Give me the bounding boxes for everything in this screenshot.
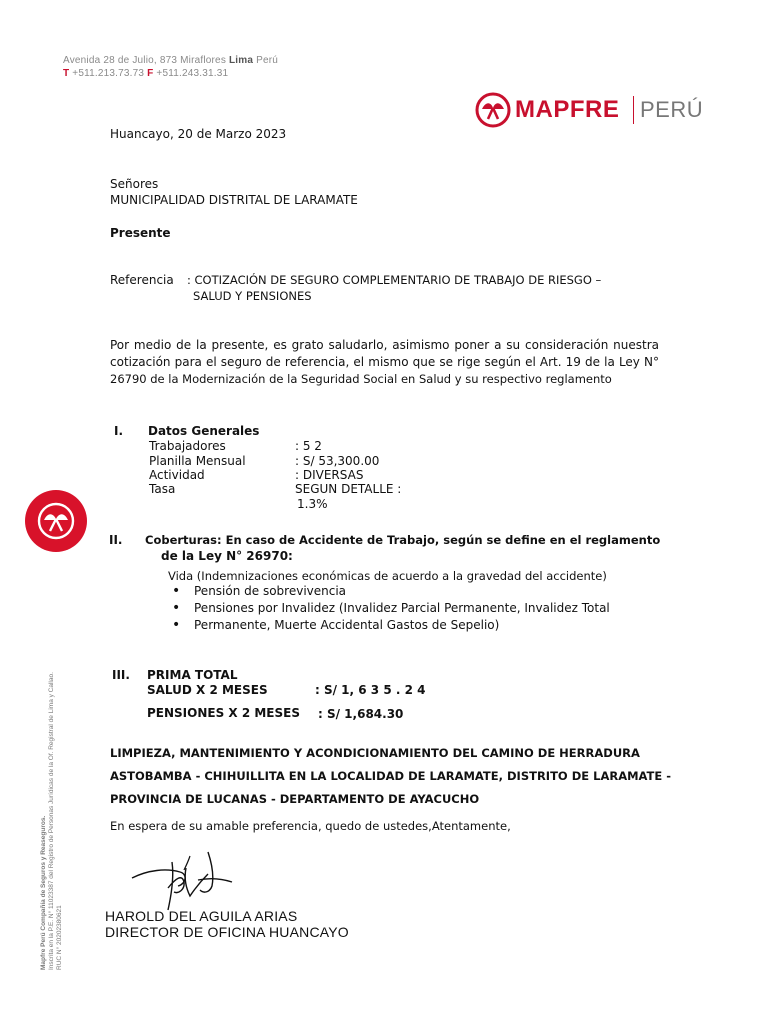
- header-phones: [63, 68, 228, 79]
- bullet-item: • Permanente, Muerte Accidental Gastos de Sepelio): [168, 617, 648, 634]
- body-line1: Por medio de la presente, es grato saludarlo, asimismo poner a su consideración nuestra: [110, 338, 659, 352]
- side-legal-line3: RUC N° 20202380621: [56, 905, 63, 970]
- project-line1: LIMPIEZA, MANTENIMIENTO Y ACONDICIONAMIENTO DEL CAMINO DE HERRADURA: [110, 746, 640, 760]
- phone-value: +511.213.73.73: [69, 68, 148, 79]
- address-street: Avenida 28 de Julio, 873 Miraflores: [63, 55, 229, 66]
- letter-salutation: Señores: [110, 177, 159, 191]
- side-legal-text: [40, 672, 64, 970]
- logo-country: PERÚ: [640, 97, 704, 122]
- reference-label: Referencia: [110, 273, 174, 287]
- section1-row-value: : DIVERSAS: [295, 468, 364, 482]
- side-legal-line1: Mapfre Perú Compañía de Seguros y Reaseguros.: [40, 815, 47, 970]
- section2-title-line1: Coberturas: En caso de Accidente de Trabajo, según se define en el reglamento: [145, 533, 661, 547]
- letter-presente: Presente: [110, 226, 171, 240]
- closing-text: En espera de su amable preferencia, quedo de ustedes,Atentamente,: [110, 819, 511, 833]
- section1-row-value: : 5 2: [295, 439, 322, 453]
- section3-num: III.: [112, 668, 130, 682]
- section1-row-label: Trabajadores: [149, 439, 226, 453]
- section2-intro: Vida (Indemnizaciones económicas de acuerdo a la gravedad del accidente): [168, 569, 607, 583]
- address-city: Lima: [229, 55, 254, 66]
- signature-title: DIRECTOR DE OFICINA HUANCAYO: [105, 924, 349, 940]
- section1-rate: 1.3%: [297, 497, 328, 511]
- mapfre-emblem-icon: [475, 92, 511, 128]
- section3-row-label: PENSIONES X 2 MESES: [147, 706, 300, 720]
- address-country: Perú: [253, 55, 279, 66]
- section2-num: II.: [109, 533, 123, 547]
- reference-line1: : COTIZACIÓN DE SEGURO COMPLEMENTARIO DE TRABAJO DE RIESGO –: [187, 273, 602, 287]
- side-legal-line2: Inscrita en la P.E. N° 11023387 del Registro de Personas Jurídicas de la Of. Registral de Lima y Callao.: [48, 672, 55, 970]
- section1-row-label: Tasa: [149, 482, 176, 496]
- section1-title: Datos Generales: [148, 424, 260, 438]
- section1-row-value: SEGUN DETALLE :: [295, 482, 402, 496]
- section3-row-value: : S/ 1, 6 3 5 . 2 4: [315, 683, 426, 697]
- logo-brand: MAPFRE: [515, 96, 620, 123]
- fax-label: F: [147, 68, 154, 79]
- section3-title: PRIMA TOTAL: [147, 668, 238, 682]
- bullet-item: • Pensión de sobrevivencia: [168, 583, 648, 600]
- section1-row-label: Actividad: [149, 468, 205, 482]
- body-line3: 26790 de la Modernización de la Seguridad Social en Salud y su respectivo reglamento: [110, 372, 612, 386]
- section1-num: I.: [114, 424, 124, 438]
- mapfre-side-emblem-icon: [25, 490, 87, 552]
- header-address: [63, 55, 278, 66]
- section2-bullets: [168, 583, 648, 634]
- section1-row-label: Planilla Mensual: [149, 454, 246, 468]
- bullet-item: • Pensiones por Invalidez (Invalidez Parcial Permanente, Invalidez Total: [168, 600, 648, 617]
- letter-recipient: MUNICIPALIDAD DISTRITAL DE LARAMATE: [110, 193, 358, 207]
- section1-row-value: : S/ 53,300.00: [295, 454, 380, 468]
- body-line2: cotización para el seguro de referencia, el mismo que se rige según el Art. 19 de la Ley N°: [110, 355, 659, 369]
- side-emblem: [25, 490, 87, 552]
- project-line3: PROVINCIA DE LUCANAS - DEPARTAMENTO DE AYACUCHO: [110, 792, 480, 806]
- logo-divider: [633, 96, 634, 124]
- fax-value: +511.243.31.31: [153, 68, 229, 79]
- section2-title-line2: de la Ley N° 26970:: [161, 549, 293, 563]
- phone-label: T: [63, 68, 70, 79]
- mapfre-logo: [475, 92, 704, 128]
- section3-row-label: SALUD X 2 MESES: [147, 683, 268, 697]
- signature-name: HAROLD DEL AGUILA ARIAS: [105, 908, 298, 924]
- section3-row-value: : S/ 1,684.30: [318, 707, 404, 721]
- project-line2: ASTOBAMBA - CHIHUILLITA EN LA LOCALIDAD DE LARAMATE, DISTRITO DE LARAMATE -: [110, 769, 672, 783]
- letter-date: Huancayo, 20 de Marzo 2023: [110, 127, 287, 141]
- reference-line2: SALUD Y PENSIONES: [193, 289, 312, 303]
